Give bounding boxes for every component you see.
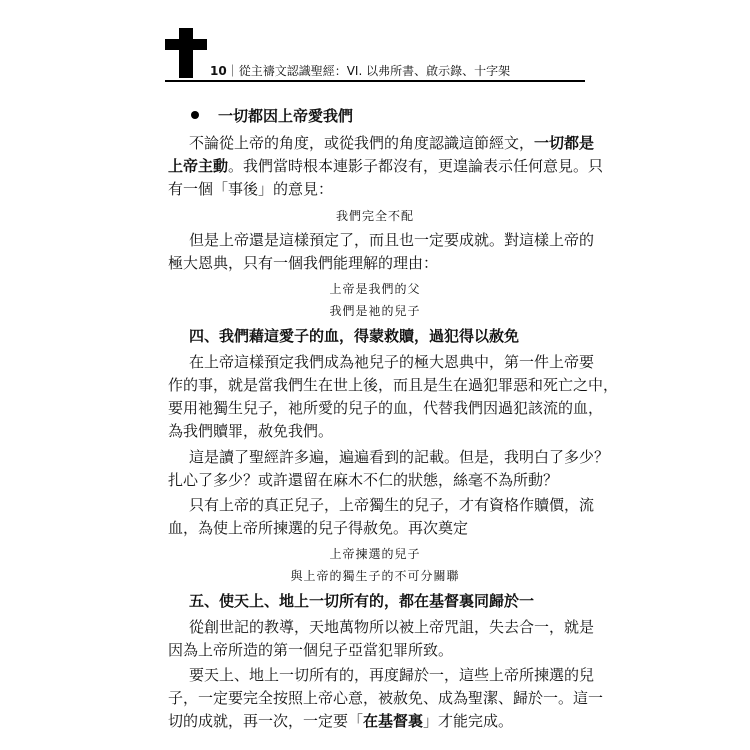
paragraph-line: 為我們贖罪，赦免我們。	[168, 422, 334, 440]
paragraph-line: 子，一定要完全按照上帝心意，被赦免、成為聖潔、歸於一。這一	[168, 689, 604, 707]
quote-line: 與上帝的獨生子的不可分關聯	[290, 569, 460, 583]
cross-icon	[165, 28, 207, 78]
running-header	[210, 62, 510, 79]
paragraph-line: 但是上帝還是這樣預定了，而且也一定要成就。對這樣上帝的	[189, 231, 595, 249]
header-title: 從主禱文認識聖經：VI. 以弗所書、啟示錄、十字架	[238, 64, 511, 78]
paragraph-line: 因為上帝所造的第一個兒子亞當犯罪所致。	[168, 641, 454, 659]
paragraph-line: 血，為使上帝所揀選的兒子得赦免。再次奠定	[168, 519, 469, 537]
quote-line: 我們完全不配	[335, 209, 414, 223]
paragraph-line: 作的事，就是當我們生在世上後，而且是生在過犯罪惡和死亡之中，	[168, 376, 619, 394]
paragraph-line: 要天上、地上一切所有的，再度歸於一，這些上帝所揀選的兒	[189, 666, 595, 684]
quote-line: 上帝是我們的父	[329, 282, 421, 296]
paragraph-line: 扎心了多少？或許還留在麻木不仁的狀態，絲毫不為所動？	[168, 471, 559, 489]
section-title-five: 五、使天上、地上一切所有的，都在基督裏同歸於一	[189, 592, 535, 610]
paragraph-line: 極大恩典，只有一個我們能理解的理由：	[168, 254, 439, 272]
paragraph-line: 上帝主動。我們當時根本連影子都沒有，更遑論表示任何意見。只	[168, 157, 604, 175]
paragraph-line: 要用祂獨生兒子，祂所愛的兒子的血，代替我們因過犯該流的血，	[168, 399, 604, 417]
header-separator: ｜	[226, 64, 239, 78]
quote-line: 上帝揀選的兒子	[329, 547, 421, 561]
paragraph-line: 切的成就，再一次，一定要「在基督裏」才能完成。	[168, 712, 514, 730]
header-rule	[165, 80, 585, 82]
bullet-icon	[191, 111, 199, 119]
quote-line: 我們是祂的兒子	[329, 304, 421, 318]
page-number: 10	[210, 64, 227, 78]
paragraph-line: 這是讀了聖經許多遍，遍遍看到的記載。但是，我明白了多少？	[189, 448, 610, 466]
paragraph-line: 只有上帝的真正兒子，上帝獨生的兒子，才有資格作贖價，流	[189, 496, 595, 514]
paragraph-line: 有一個「事後」的意見：	[168, 180, 334, 198]
paragraph-line: 在上帝這樣預定我們成為祂兒子的極大恩典中，第一件上帝要	[189, 353, 595, 371]
section-title-love: 一切都因上帝愛我們	[218, 107, 354, 125]
paragraph-line: 不論從上帝的角度，或從我們的角度認識這節經文，一切都是	[189, 134, 595, 152]
section-title-four: 四、我們藉這愛子的血，得蒙救贖，過犯得以赦免	[189, 327, 520, 345]
paragraph-line: 從創世記的教導，天地萬物所以被上帝咒詛，失去合一，就是	[189, 618, 595, 636]
